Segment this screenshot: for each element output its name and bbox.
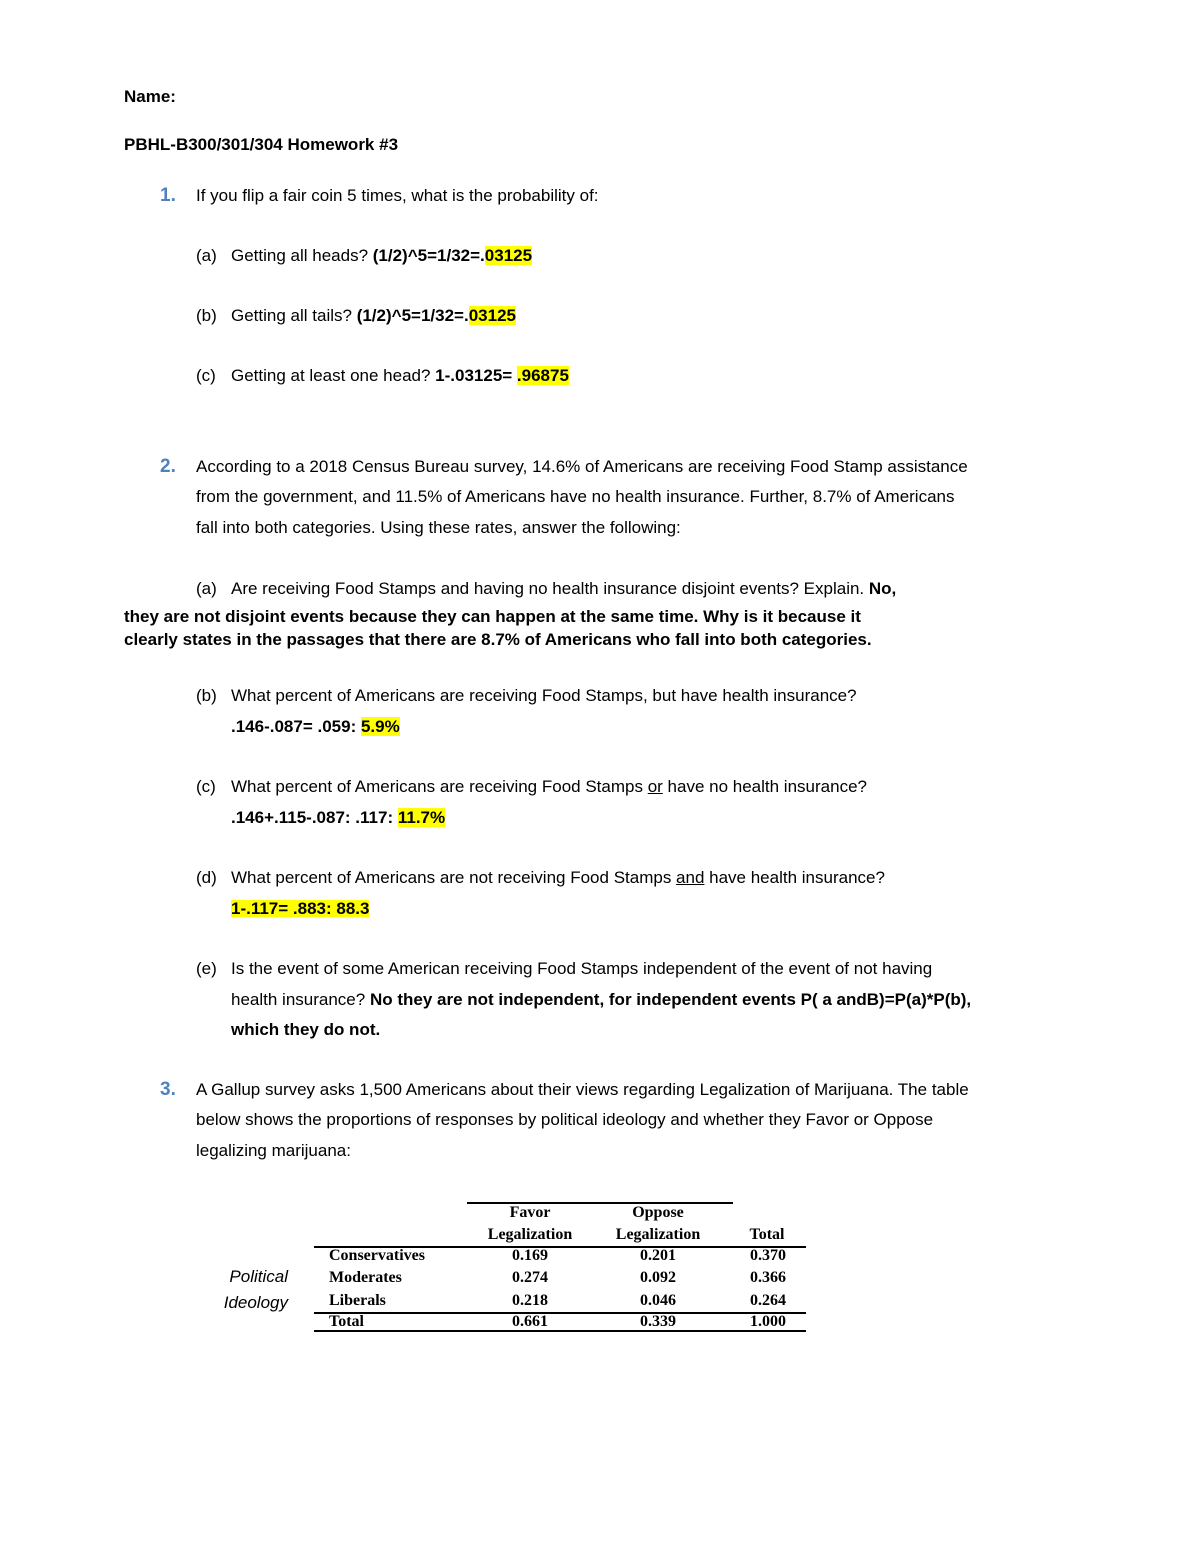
q2b-answer-line [231, 718, 400, 735]
q2c-text-before: What percent of Americans are receiving Food Stamps [231, 777, 648, 796]
cell-conservatives-total: 0.370 [750, 1247, 786, 1264]
q2b-question: What percent of Americans are receiving Food Stamps, but have health insurance? [231, 686, 857, 705]
col-oppose-header-1: Oppose [632, 1204, 684, 1221]
q2a-line [231, 580, 896, 597]
q2-prompt-line-1: According to a 2018 Census Bureau survey, 14.6% of Americans are receiving Food Stamp assistance [196, 457, 968, 476]
q3-prompt-line-1: A Gallup survey asks 1,500 Americans about their views regarding Legalization of Marijuana. The table [196, 1080, 969, 1099]
q2b-work: .146-.087= .059: [231, 717, 361, 736]
q2c-text-underlined: or [647, 777, 663, 796]
q2c-work: .146+.115-.087: .117: [231, 808, 398, 827]
q2a-text: Are receiving Food Stamps and having no health insurance disjoint events? Explain. [231, 579, 869, 598]
row-label-conservatives: Conservatives [329, 1247, 425, 1264]
q1b-label: (b) [196, 306, 217, 325]
q1b-answer: 03125 [468, 306, 516, 325]
q2b-label: (b) [196, 686, 217, 705]
table-bottom-rule [314, 1330, 806, 1332]
cell-total-favor: 0.661 [512, 1313, 548, 1330]
q1b-line [231, 307, 516, 324]
q2e-line-1: Is the event of some American receiving Food Stamps independent of the event of not having [231, 959, 933, 978]
q1a-answer: 03125 [484, 246, 533, 265]
q2c-answer-line [231, 809, 445, 826]
col-favor-header-1: Favor [509, 1204, 551, 1221]
q2d-text-after: have health insurance? [704, 868, 885, 887]
col-oppose-header-2: Legalization [615, 1226, 701, 1243]
q2d-text-before: What percent of Americans are not receiving Food Stamps [231, 868, 677, 887]
col-favor-header-2: Legalization [487, 1226, 573, 1243]
q3-prompt-line-2: below shows the proportions of responses by political ideology and whether they Favor or Oppose [196, 1110, 934, 1129]
q2c-label: (c) [196, 777, 216, 796]
q1c-answer: .96875 [516, 366, 569, 385]
q1c-line [231, 367, 569, 384]
cell-liberals-total: 0.264 [750, 1292, 786, 1309]
q1b-text: Getting all tails? [231, 306, 357, 325]
q2e-line-2-answer: No they are not independent, for independent events P( a andB)=P(a)*P(b), [369, 990, 972, 1009]
q2e-label: (e) [196, 959, 217, 978]
col-total-header: Total [749, 1226, 785, 1243]
q1a-work: (1/2)^5=1/32=. [372, 246, 485, 265]
side-label-political: Political [229, 1267, 288, 1286]
q2c-answer: 11.7% [397, 808, 446, 827]
cell-conservatives-oppose: 0.201 [640, 1247, 676, 1264]
q2e-line-2 [231, 991, 971, 1008]
cell-moderates-favor: 0.274 [512, 1269, 548, 1286]
q1c-label: (c) [196, 366, 216, 385]
q2-number: 2. [160, 456, 176, 477]
q2e-line-2-text: health insurance? [231, 990, 370, 1009]
row-label-total: Total [329, 1313, 364, 1330]
cell-liberals-oppose: 0.046 [640, 1292, 676, 1309]
cell-liberals-favor: 0.218 [512, 1292, 548, 1309]
cell-conservatives-favor: 0.169 [512, 1247, 548, 1264]
cell-moderates-total: 0.366 [750, 1269, 786, 1286]
q2-prompt-line-3: fall into both categories. Using these rates, answer the following: [196, 518, 681, 537]
row-label-liberals: Liberals [329, 1292, 386, 1309]
q1-prompt: If you flip a fair coin 5 times, what is the probability of: [196, 186, 599, 205]
cell-total-total: 1.000 [750, 1313, 786, 1330]
q1a-line [231, 247, 532, 264]
q1c-work: 1-.03125= [435, 366, 517, 385]
name-label: Name: [124, 87, 176, 106]
course-title: PBHL-B300/301/304 Homework #3 [124, 135, 399, 154]
q1c-text: Getting at least one head? [231, 366, 436, 385]
q1b-work: (1/2)^5=1/32=. [356, 306, 469, 325]
q1a-label: (a) [196, 246, 217, 265]
q2d-text-underlined: and [676, 868, 705, 887]
q2a-answer-line-1: they are not disjoint events because they can happen at the same time. Why is it because it [124, 607, 861, 626]
q2e-line-3: which they do not. [231, 1020, 381, 1039]
q2d-label: (d) [196, 868, 217, 887]
q2d-answer: 1-.117= .883: 88.3 [231, 899, 370, 918]
row-label-moderates: Moderates [329, 1269, 402, 1286]
q2a-answer-line-2: clearly states in the passages that there are 8.7% of Americans who fall into both categories. [124, 630, 872, 649]
q2b-answer: 5.9% [360, 717, 400, 736]
q2d-question [231, 869, 885, 886]
q1a-text: Getting all heads? [231, 246, 373, 265]
table-top-rule [467, 1202, 733, 1204]
q2c-text-after: have no health insurance? [662, 777, 867, 796]
cell-moderates-oppose: 0.092 [640, 1269, 676, 1286]
q3-number: 3. [160, 1079, 176, 1100]
q2a-label: (a) [196, 579, 217, 598]
q1-number: 1. [160, 185, 176, 206]
q2c-question [231, 778, 867, 795]
q2-prompt-line-2: from the government, and 11.5% of Americans have no health insurance. Further, 8.7% of Americans [196, 487, 955, 506]
q2a-answer-start: No, [868, 579, 897, 598]
q3-prompt-line-3: legalizing marijuana: [196, 1141, 351, 1160]
side-label-ideology: Ideology [223, 1293, 288, 1312]
cell-total-oppose: 0.339 [640, 1313, 676, 1330]
